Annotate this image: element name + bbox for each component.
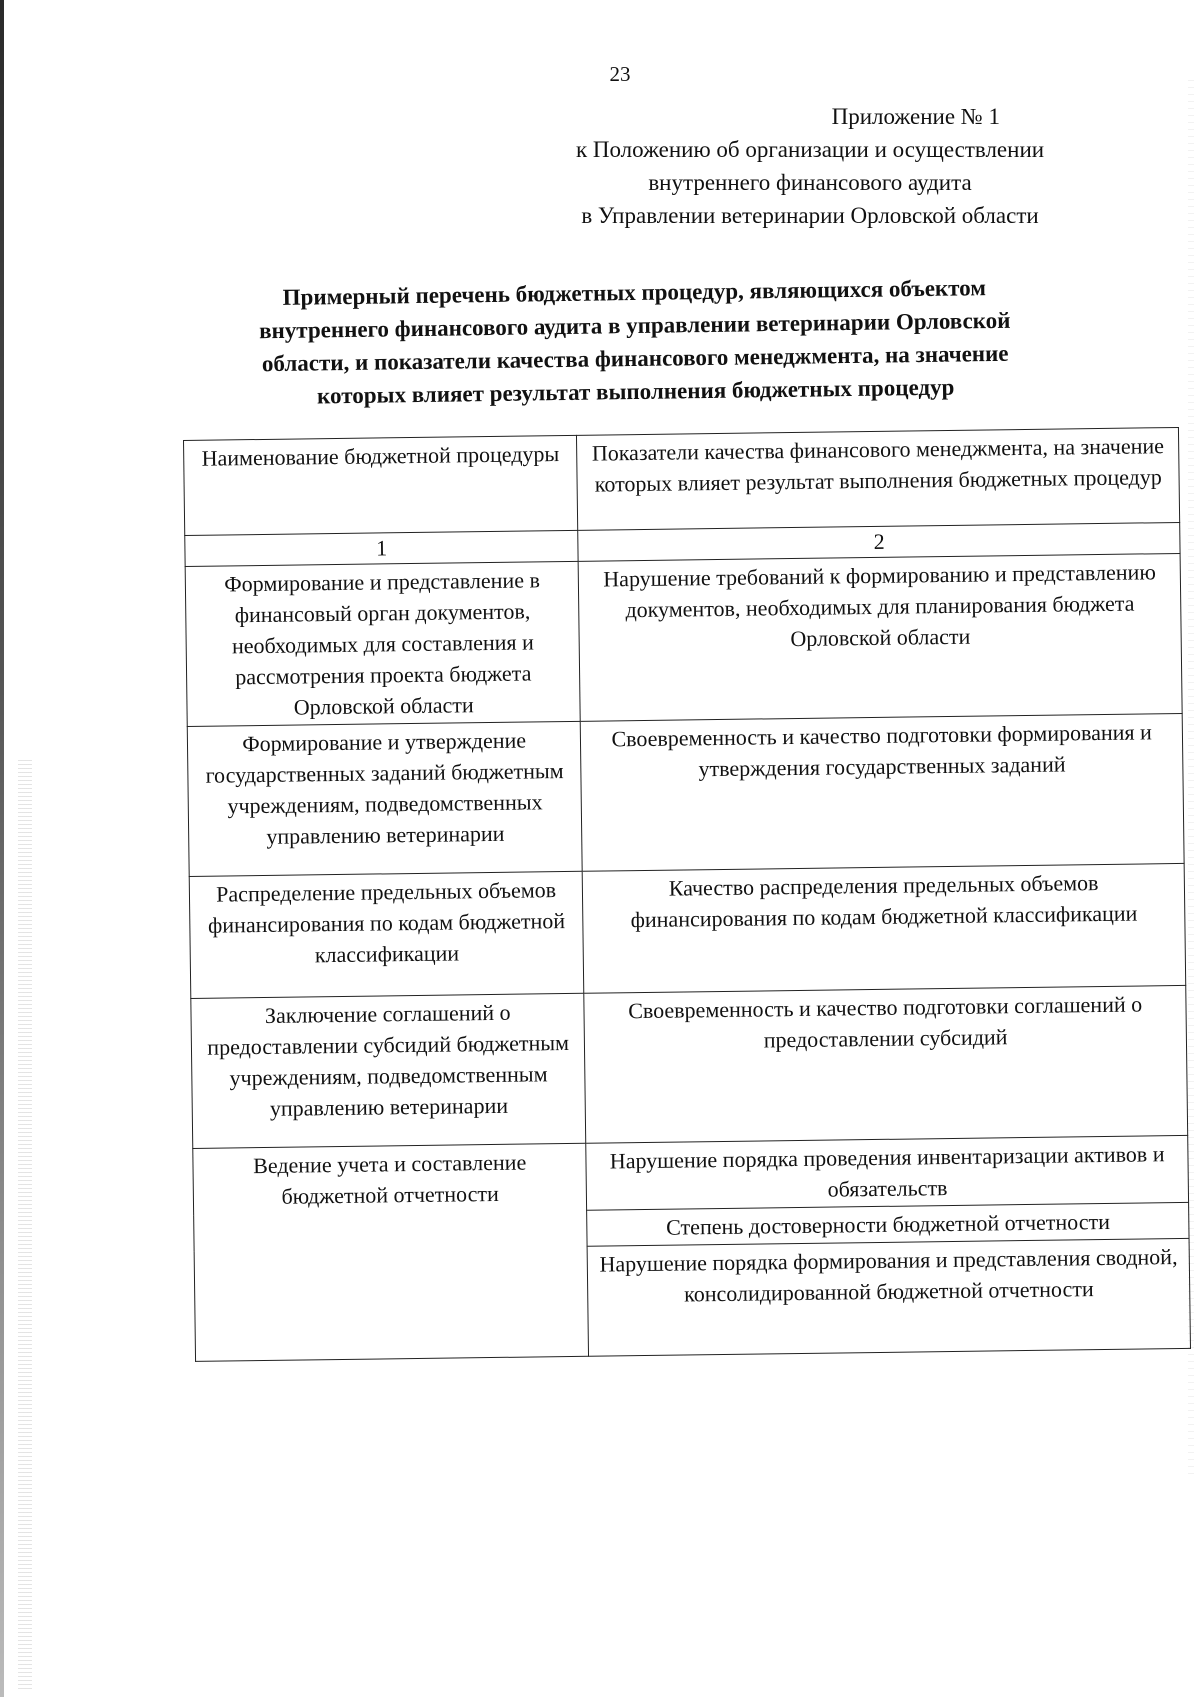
procedure-cell: Заключение соглашений о предоставлении субсидий бюджетным учреждениям, подведомственным управлению ветеринарии: [191, 993, 586, 1148]
table-row: [187, 713, 1184, 876]
appendix-line: внутреннего финансового аудита: [648, 170, 972, 195]
appendix-block: [510, 100, 1110, 232]
indicator-cell: Нарушение порядка проведения инвентаризации активов и обязательств: [586, 1135, 1188, 1210]
procedure-cell: Формирование и представление в финансовый орган документов, необходимых для составления и рассмотрения проекта бюджета Орловской области: [185, 561, 581, 726]
indicator-cell: Своевременность и качество подготовки формирования и утверждения государственных заданий: [581, 713, 1184, 871]
table-row: [185, 553, 1182, 726]
document-title-line: которых влияет результат выполнения бюджетных процедур: [316, 374, 955, 409]
document-title-line: Примерный перечень бюджетных процедур, являющихся объектом: [282, 275, 987, 310]
indicator-cell: Нарушение требований к формированию и представлению документов, необходимых для планирования бюджета Орловской области: [579, 553, 1183, 721]
procedure-cell: Распределение предельных объемов финансирования по кодам бюджетной классификации: [189, 871, 584, 998]
procedures-table: [183, 427, 1191, 1362]
document-title: [209, 270, 1061, 414]
appendix-line: в Управлении ветеринарии Орловской области: [581, 203, 1039, 228]
scan-edge-left: [0, 0, 4, 1697]
procedures-table-wrap: [183, 427, 1191, 1362]
table-header-row: [184, 427, 1180, 535]
indicator-cell: Нарушение порядка формирования и представления сводной, консолидированной бюджетной отчетности: [588, 1238, 1191, 1356]
appendix-line: к Положению об организации и осуществлении: [575, 137, 1045, 162]
indicator-cell: Своевременность и качество подготовки соглашений о предоставлении субсидий: [584, 985, 1187, 1143]
table-row: [189, 863, 1186, 998]
document-title-line: внутреннего финансового аудита в управлении ветеринарии Орловской: [258, 307, 1011, 344]
scan-noise-left: [18, 760, 32, 1690]
header-indicators: Показатели качества финансового менеджмента, на значение которых влияет результат выполнения бюджетных процедур: [577, 427, 1180, 530]
table-row: [191, 985, 1188, 1148]
procedure-cell: Ведение учета и составление бюджетной отчетности: [193, 1143, 589, 1361]
column-number: 2: [578, 522, 1180, 561]
appendix-heading: Приложение № 1: [831, 104, 1000, 129]
procedure-cell: Формирование и утверждение государственных заданий бюджетным учреждениям, подведомственных управлению ветеринарии: [187, 721, 582, 876]
indicator-cell: Степень достоверности бюджетной отчетности: [587, 1202, 1189, 1246]
document-title-line: области, и показатели качества финансового менеджмента, на значение: [261, 340, 1009, 377]
column-number: 1: [185, 530, 579, 566]
indicator-cell: Качество распределения предельных объемов финансирования по кодам бюджетной классификации: [583, 863, 1186, 993]
header-procedure: Наименование бюджетной процедуры: [184, 435, 579, 535]
page-number: 23: [609, 62, 631, 86]
